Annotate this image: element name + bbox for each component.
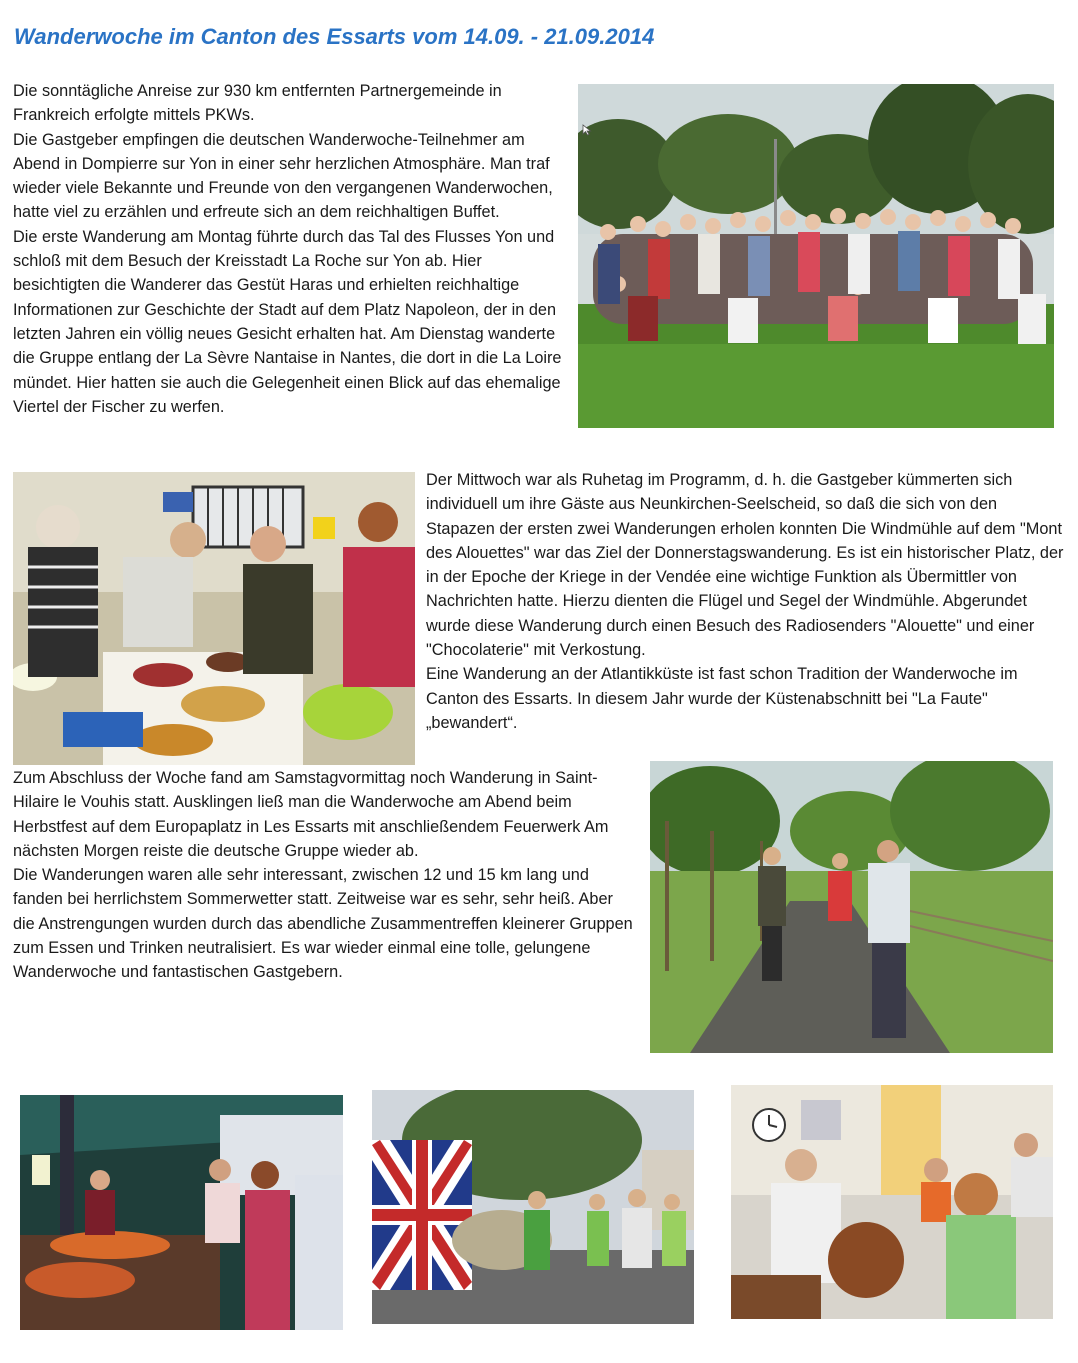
text-section-3 (13, 766, 639, 985)
paragraph: Zum Abschluss der Woche fand am Samstagvormittag noch Wanderung in Saint-Hilaire le Vouhis statt. Ausklingen ließ man die Wanderwoche am Abend beim Herbstfest auf dem Europaplatz in Les Essarts mit anschließendem Feuerwerk Am nächsten Morgen reiste die deutsche Gruppe wieder ab. (13, 769, 609, 860)
page-title: Wanderwoche im Canton des Essarts vom 14.09. - 21.09.2014 (14, 24, 655, 49)
paragraph: Die Gastgeber empfingen die deutschen Wanderwoche-Teilnehmer am Abend in Dompierre sur Yon in einer sehr herzlichen Atmosphäre. Man traf wieder viele Bekannte und Freunde von den vergangenen Wanderwochen, hatte viel zu erzählen und erfreute sich an dem reichhaltigen Buffet. (13, 130, 553, 222)
paragraph: Der Mittwoch war als Ruhetag im Programm, d. h. die Gastgeber kümmerten sich individuell um ihre Gäste aus Neunkirchen-Seelscheid, so daß die sich von den Stapazen der ersten zwei Wanderungen erholen konnten Die Windmühle auf dem "Mont des Alouettes" war das Ziel der Donnerstagswanderung. Es ist ein historischer Platz, der in der Epoche der Kriege in der Vendée eine wichtige Funktion als Übermittler von Nachrichten hatte. Hierzu dienten die Flügel und Segel der Windmühle. Abgerundet wurde diese Wanderung durch einen Besuch des Radiosenders "Alouette" und einer "Chocolaterie" mit Verkostung. (426, 471, 1064, 660)
paragraph: Die sonntägliche Anreise zur 930 km entfernten Partnergemeinde in Frankreich erfolgte mittels PKWs. (13, 82, 502, 125)
walkers-path-photo (650, 761, 1053, 1053)
buffet-photo (13, 472, 415, 765)
paragraph: Die Wanderungen waren alle sehr interessant, zwischen 12 und 15 km lang und fanden bei herrlichstem Sommerwetter statt. Zeitweise war es sehr, sehr heiß. Aber die Anstrengungen wurden durch das abendliche Zusammentreffen kleinerer Gruppen zum Essen und Trinken neutralisiert. Es war wieder einmal eine tolle, gelungene Wanderwoche und fantastischen Gastgebern. (13, 866, 633, 982)
mouse-cursor-icon (582, 124, 592, 136)
group-photo (578, 84, 1054, 428)
paragraph: Eine Wanderung an der Atlantikküste ist fast schon Tradition der Wanderwoche im Canton des Essarts. In diesem Jahr wurde der Küstenabschnitt bei "La Faute" „bewandert“. (426, 665, 1018, 732)
union-jack-hat-photo (372, 1090, 694, 1324)
festival-food-stand-photo (20, 1095, 343, 1330)
chocolaterie-visit-photo (731, 1085, 1053, 1319)
paragraph: Die erste Wanderung am Montag führte durch das Tal des Flusses Yon und schloß mit dem Besuch der Kreisstadt La Roche sur Yon ab. Hier besichtigten die Wanderer das Gestüt Haras und erhielten reichhaltige Informationen zur Geschichte der Stadt auf dem Platz Napoleon, der in den letzten Jahren ein völlig neues Gesicht erhalten hat. Am Dienstag wanderte die Gruppe entlang der La Sèvre Nantaise in Nantes, die dort in die La Loire mündet. Hier hatten sie auch die Gelegenheit einen Blick auf das ehemalige Viertel der Fischer zu werfen. (13, 227, 562, 416)
text-section-1 (13, 79, 565, 419)
text-section-2 (426, 468, 1066, 735)
